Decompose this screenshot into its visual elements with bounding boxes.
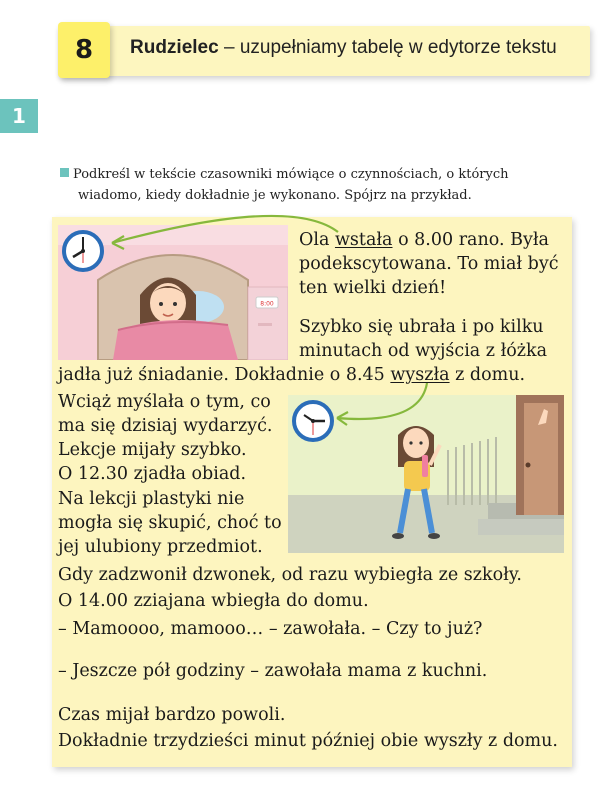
story-line: jej ulubiony przedmiot. bbox=[58, 537, 263, 557]
story-line: minutach od wyjścia z łóżka bbox=[299, 341, 548, 361]
instruction-line-2: wiadomo, kiedy dokładnie je wykonano. Spójrz na przykład. bbox=[78, 188, 472, 203]
story-line: Ola wstała o 8.00 rano. Była bbox=[299, 230, 549, 250]
story-line: podekscytowana. To miał być bbox=[299, 254, 559, 274]
story-line: mogła się skupić, choć to bbox=[58, 513, 282, 533]
section-number-tab: 1 bbox=[0, 99, 38, 133]
story-line: Gdy zadzwonił dzwonek, od razu wybiegła ze szkoły. bbox=[58, 565, 522, 585]
lesson-number: 8 bbox=[58, 22, 110, 78]
arrow-to-doorway-clock bbox=[337, 383, 427, 419]
instruction-line-1: Podkreśl w tekście czasowniki mówiące o czynnościach, o których bbox=[73, 167, 509, 182]
underlined-verb: wstała bbox=[334, 230, 393, 250]
lesson-title-rest: – uzupełniamy tabelę w edytorze tekstu bbox=[218, 37, 557, 58]
lesson-title-bold: Rudzielec bbox=[130, 37, 219, 58]
story-line: Na lekcji plastyki nie bbox=[58, 489, 245, 509]
story-line: Czas mijał bardzo powoli. bbox=[58, 705, 286, 725]
story-line: Lekcje mijały szybko. bbox=[58, 440, 247, 460]
story-line: Dokładnie trzydzieści minut później obie wyszły z domu. bbox=[58, 731, 558, 751]
underlined-verb: wyszła bbox=[390, 365, 450, 385]
story-line: ma się dzisiaj wydarzyć. bbox=[58, 416, 273, 436]
story-line: – Jeszcze pół godziny – zawołała mama z kuchni. bbox=[58, 661, 488, 681]
story-line: ten wielki dzień! bbox=[299, 278, 447, 298]
story-line: Wciąż myślała o tym, co bbox=[58, 392, 271, 412]
story-line: O 12.30 zjadła obiad. bbox=[58, 464, 247, 484]
alarm-display: 8:00 bbox=[260, 300, 274, 308]
story-line: jadła już śniadanie. Dokładnie o 8.45 wyszła z domu. bbox=[58, 365, 526, 385]
story-line: O 14.00 zziajana wbiegła do domu. bbox=[58, 591, 369, 611]
story-line: Szybko się ubrała i po kilku bbox=[299, 317, 544, 337]
story-line: – Mamoooo, mamooo… – zawołała. – Czy to już? bbox=[58, 619, 483, 639]
